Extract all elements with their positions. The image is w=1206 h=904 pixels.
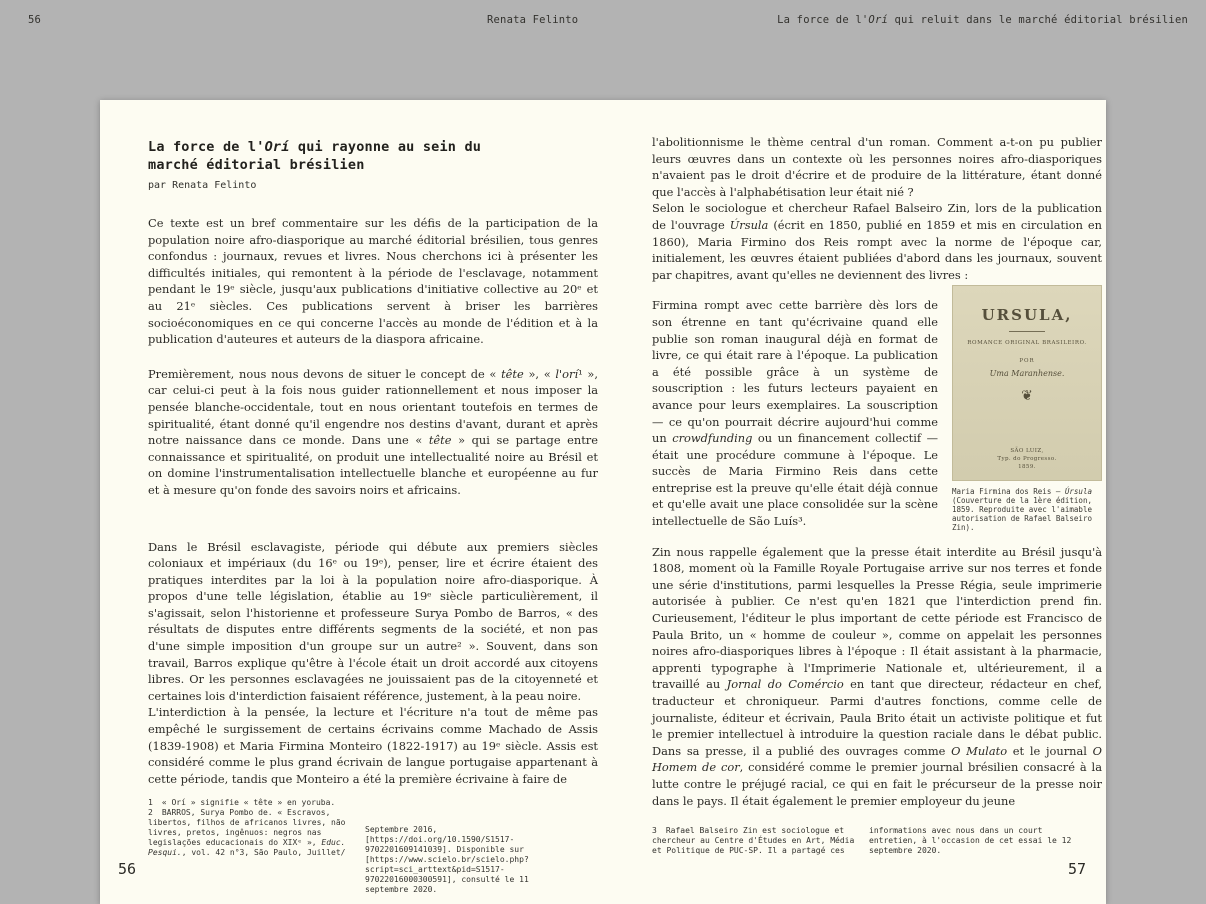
quote-paragraph-firmina: Firmina rompt avec cette barrière dès lors de son étrenne en tant qu'écrivaine quand elle publie son roman inaugural déjà en format de livre, ce qui était rare à l'époque. La publication a été possible grâce à un système de souscription : les futurs lecteurs payaient en avance pour leurs exemplaires. La souscription — ce qu'on pourrait décrire aujourd'hui comme un crowdfunding ou un financement collectif — était une procédure commune à l'époque. Le succès de Maria Firmino Reis dans cette entreprise est la preuve qu'elle était déjà connue et qu'elle avait une place consolidée sur la scène intellectuelle de São Luís³.: [652, 298, 938, 529]
figure-caption: Maria Firmina dos Reis – Úrsula (Couverture de la 1ère édition, 1859. Reproduite avec l'aimable autorisation de Rafael Balseiro Zin).: [952, 487, 1092, 533]
paragraph-abolitionnisme: l'abolitionnisme le thème central d'un roman. Comment a-t-on pu publier leurs œuvres dans un contexte où les personnes noires afro-diasporiques n'avaient pas le droit d'écrire et de produire de la littérature, étant donné que l'accès à l'alphabétisation leur était nié ?: [652, 135, 1102, 199]
cover-author: Uma Maranhense.: [989, 369, 1065, 379]
cover-imprint: [953, 447, 1101, 471]
cover-year: 1859.: [1018, 464, 1036, 471]
cover-printer: Typ. do Progresso.: [997, 456, 1057, 463]
footnote-2: [148, 808, 351, 858]
cover-title: URSULA,: [981, 306, 1073, 325]
left-page-column: [148, 138, 598, 787]
footnote-number: 2: [148, 808, 153, 817]
paragraph-intro: Ce texte est un bref commentaire sur les défis de la participation de la population noire afro-diasporique au marché éditorial brésilien, tous genres confondus : journaux, revues et livres. Nous cherchons ici à présenter les difficultés initiales, qui remontent à la période de l'esclavage, notamment pendant le 19ᵉ siècle, jusqu'aux publications d'initiative collective au 20ᵉ et au 21ᵉ siècles. Ces publications servent à briser les barrières socioéconomiques en ce qui concerne l'accès au monde de l'édition et à la publication d'auteures et auteurs de la diaspora africaine.: [148, 216, 598, 347]
footnotes-column-1: [652, 826, 855, 856]
cover-city: SÃO LUIZ,: [1010, 448, 1044, 455]
running-head-page-number: 56: [28, 14, 42, 26]
page-number-left: 56: [118, 860, 137, 878]
footnote-1: [148, 798, 351, 808]
footnote-2-continuation: Septembre 2016, [https://doi.org/10.1590/S1517-9702201609141039]. Disponible sur [https://www.scielo.br/scielo.php?script=sci_arttext&pid=S1517-97022016000300591], consulté le 11 septembre 2020.: [365, 825, 529, 894]
paragraph-ursula: Selon le sociologue et chercheur Rafael Balseiro Zin, lors de la publication de l'ouvrage Úrsula (écrit en 1850, publié en 1859 et mis en circulation en 1860), Maria Firmino dos Reis rompt avec la norme de l'époque car, initialement, les œuvres étaient publiées d'abord dans les journaux, souvent par chapitres, avant qu'elles ne deviennent des livres :: [652, 201, 1102, 282]
paragraph-ori-concept: Premièrement, nous nous devons de situer le concept de « tête », « l'orí¹ », car celui-ci peut à la fois nous guider rationnellement et nous imposer la pensée blanche-occidentale, tout en nous orientant toutefois en termes de spiritualité, étant donné qu'il engendre nos destins d'avant, durant et après notre naissance dans ce monde. Dans une « tête » qui se partage entre connaissance et spiritualité, on produit une intellectualité noire au Brésil et on domine l'instrumentalisation intellectuelle blanche et européenne au fur et à mesure qu'on fonde des savoirs noirs et africains.: [148, 366, 598, 497]
running-head-article-title: La force de l'Orí qui reluit dans le marché éditorial brésilien: [777, 14, 1188, 26]
cover-por-label: POR: [1019, 358, 1035, 365]
page-number-right: 57: [1068, 860, 1087, 878]
page-spread: [100, 100, 1106, 904]
book-cover-image: [952, 285, 1102, 481]
footnote-number: 3: [652, 826, 657, 835]
footnote-text: BARROS, Surya Pombo de. « Escravos, libertos, filhos de africanos livres, não livres, pretos, ingênuos: negros nas legislações educacionais do XIXᵉ », Educ. Pesqui., vol. 42 n°3, São Paulo, Juillet/: [148, 808, 346, 857]
footnote-3-continuation: informations avec nous dans un court entretien, à l'occasion de cet essai le 12 septembre 2020.: [869, 826, 1072, 855]
article-title-line-2: marché éditorial brésilien: [148, 157, 365, 173]
footnote-number: 1: [148, 798, 153, 807]
cover-subtitle: ROMANCE ORIGINAL BRASILEIRO.: [967, 340, 1087, 347]
running-head-author: Renata Felinto: [487, 14, 579, 26]
paragraph-slavery-period: Dans le Brésil esclavagiste, période qui débute aux premiers siècles coloniaux et impériaux (du 16ᵉ ou 19ᵉ), penser, lire et écrire étaient des pratiques interdites par la loi à la population noire afro-diasporique. À propos d'une telle législation, établie au 19ᵉ siècle particulièrement, il s'agissait, selon l'historienne et professeure Surya Pombo de Barros, « des résultats de disputes entre différents segments de la société, et non pas d'une simple imposition d'un groupe sur un autre² ». Souvent, dans son travail, Barros explique qu'être à l'école était un droit accordé aux citoyens libres. Or les personnes esclavagées ne jouissaient pas de la citoyenneté et certaines lois d'interdiction faisaient référence, justement, à la peau noire.: [148, 539, 598, 703]
article-title-line-1: La force de l'Orí qui rayonne au sein du: [148, 139, 482, 155]
footnotes-right-page: [652, 826, 1072, 856]
footnote-text: Rafael Balseiro Zin est sociologue et chercheur au Centre d'Études en Art, Média et Politique de PUC-SP. Il a partagé ces: [652, 826, 855, 855]
cover-rule: [1009, 331, 1045, 332]
running-head: [0, 0, 1206, 40]
article-title: [148, 138, 598, 174]
footnote-text: « Orí » signifie « tête » en yoruba.: [161, 798, 336, 807]
paragraph-paula-brito: Zin nous rappelle également que la presse était interdite au Brésil jusqu'à 1808, moment où la Famille Royale Portugaise arrive sur nos terres et fonde une série d'institutions, parmi lesquelles la Presse Régia, seule imprimerie autorisée à publier. Ce n'est qu'en 1821 que l'interdiction prend fin. Curieusement, l'éditeur le plus important de cette période est Francisco de Paula Brito, un « homme de couleur », comme on appelait les personnes noires afro-diasporiques libres à l'époque : Il était assistant à la pharmacie, apprenti typographe à l'Imprimerie Nationale et, ultérieurement, il a travaillé au Jornal do Comércio en tant que directeur, rédacteur en chef, traducteur et chroniqueur. Parmi d'autres fonctions, comme celle de journaliste, éditeur et écrivain, Paula Brito était un activiste politique et fut le premier intellectuel à introduire la question raciale dans le débat public. Dans sa presse, il a publié des ouvrages comme O Mulato et le journal O Homem de cor, considéré comme le premier journal brésilien consacré à la lutte contre le préjugé racial, ce qui en fait le précurseur de la presse noir dans le pays. Il était également le premier employeur du jeune: [652, 544, 1102, 808]
right-page-column: [652, 134, 1102, 809]
footnotes-column-1: [148, 798, 351, 895]
byline: par Renata Felinto: [148, 180, 257, 191]
footnotes-left-page: [148, 798, 568, 895]
figure-ursula-cover: [952, 285, 1102, 532]
floral-ornament-icon: ❦: [1021, 388, 1033, 405]
footnote-3: [652, 826, 855, 856]
paragraph-writers: L'interdiction à la pensée, la lecture et l'écriture n'a tout de même pas empêché le surgissement de certains écrivains comme Machado de Assis (1839-1908) et Maria Firmina Monteiro (1822-1917) au 19ᵉ siècle. Assis est considéré comme le plus grand écrivain de langue portugaise appartenant à cette période, tandis que Monteiro a été la première écrivaine à faire de: [148, 705, 598, 786]
